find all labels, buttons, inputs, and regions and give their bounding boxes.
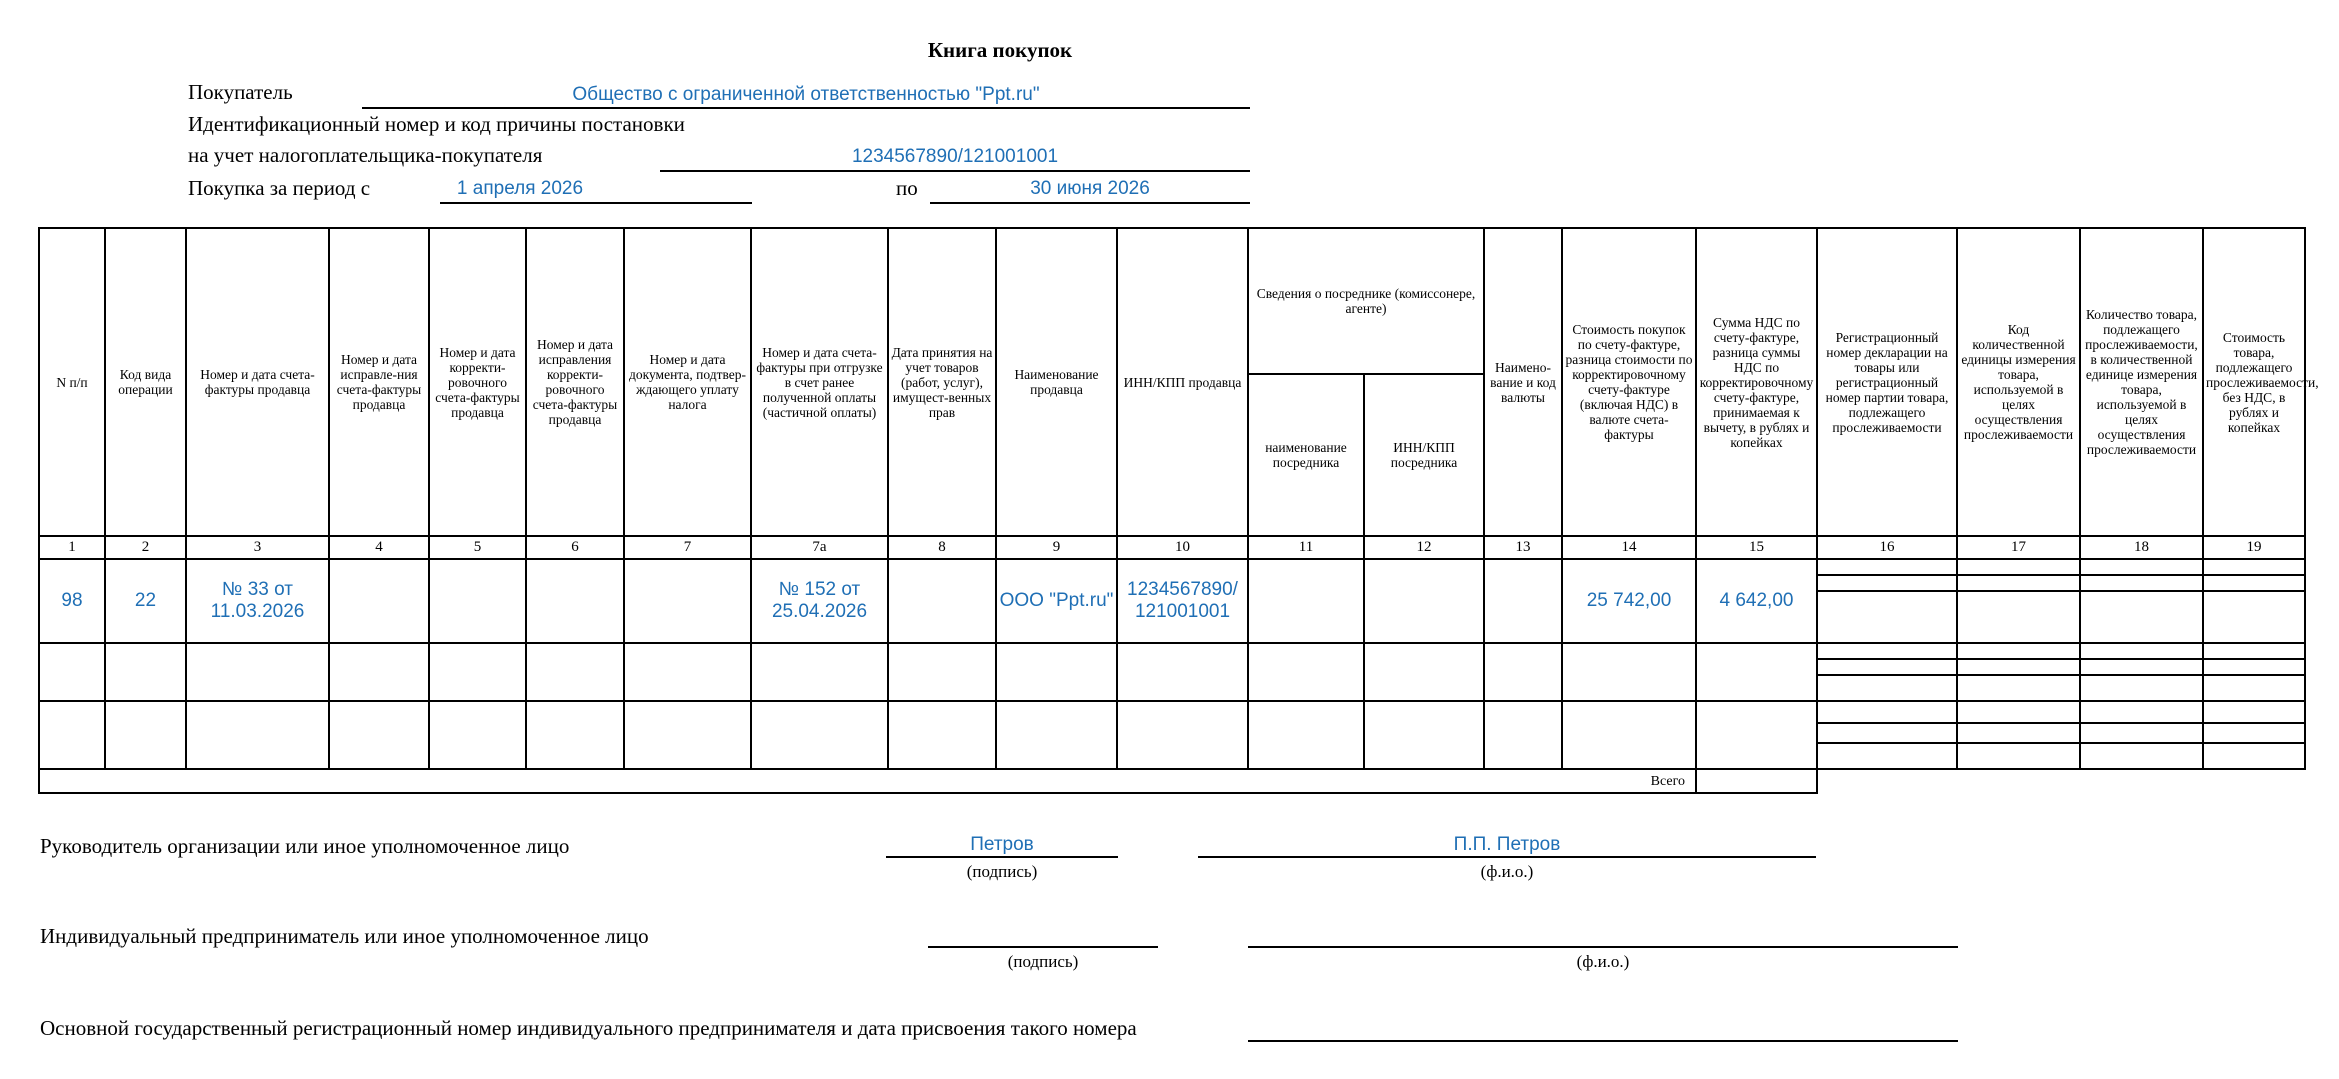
row1-seller-inn: 1234567890/ 121001001 (1117, 559, 1248, 643)
row2-trace-cell (2080, 643, 2203, 701)
header-col-2: Код вида операции (105, 228, 186, 536)
row1-seller-name: ООО "Ppt.ru" (996, 559, 1117, 643)
row1-cell (1248, 559, 1364, 643)
header-col-12: ИНН/КПП посредника (1364, 374, 1484, 536)
col-number: 6 (526, 536, 624, 559)
row1-cell (526, 559, 624, 643)
header-col-5: Номер и дата корректи-ровочного счета-фактуры продавца (429, 228, 526, 536)
col-number: 4 (329, 536, 429, 559)
period-from-line (440, 202, 752, 204)
row1-operation-code: 22 (105, 559, 186, 643)
buyer-value: Общество с ограниченной ответственностью "Ppt.ru" (572, 84, 1040, 105)
inn-label-2: на учет налогоплательщика-покупателя (188, 143, 543, 167)
row1-prepayment-invoice: № 152 от 25.04.2026 (751, 559, 888, 643)
header-col-8: Дата принятия на учет товаров (работ, услуг), имущест-венных прав (888, 228, 996, 536)
col-number: 15 (1696, 536, 1817, 559)
ip-label: Индивидуальный предприниматель или иное уполномоченное лицо (40, 924, 649, 948)
col-number: 7а (751, 536, 888, 559)
header-col-6: Номер и дата исправления корректи-ровочного счета-фактуры продавца (526, 228, 624, 536)
col-number: 11 (1248, 536, 1364, 559)
row3-trace-cell (2203, 701, 2305, 769)
row1-cell (329, 559, 429, 643)
ip-name-caption: (ф.и.о.) (1576, 952, 1630, 971)
purchase-book-table (38, 227, 2319, 794)
ip-sign-caption: (подпись) (1007, 952, 1079, 971)
col-number: 9 (996, 536, 1117, 559)
ip-sign-line (928, 946, 1158, 948)
head-name-value: П.П. Петров (1453, 834, 1561, 855)
header-col-15: Сумма НДС по счету-фактуре, разница суммы НДС по корректировочному счету-фактуре, принимаемая к вычету, в рублях и копейках (1696, 228, 1817, 536)
header-col-13: Наимено-вание и код валюты (1484, 228, 1562, 536)
col-number: 18 (2080, 536, 2203, 559)
buyer-label: Покупатель (188, 80, 293, 104)
col-number: 8 (888, 536, 996, 559)
total-vat-cell (1696, 769, 1817, 793)
col-number: 17 (1957, 536, 2080, 559)
row1-trace-cell (1957, 559, 2080, 643)
col-number: 19 (2203, 536, 2305, 559)
col-number: 13 (1484, 536, 1562, 559)
col-number: 7 (624, 536, 751, 559)
header-intermediary: Сведения о посреднике (комиссонере, агенте) (1248, 228, 1484, 374)
header-col-18: Количество товара, подлежащего прослеживаемости, в количественной единице измерения товара, используемой в целях осуществления прослеживаемости (2080, 228, 2203, 536)
row3-trace-cell (1817, 701, 1957, 769)
col-number: 10 (1117, 536, 1248, 559)
period-from-value: 1 апреля 2026 (456, 178, 584, 199)
buyer-line (362, 107, 1250, 109)
col-number: 3 (186, 536, 329, 559)
col-number: 12 (1364, 536, 1484, 559)
head-sign-caption: (подпись) (966, 862, 1038, 881)
header-col-16: Регистрационный номер декларации на товары или регистрационный номер партии товара, подлежащего прослеживаемости (1817, 228, 1957, 536)
row1-trace-cell (2080, 559, 2203, 643)
row1-trace-cell (2203, 559, 2305, 643)
row2-trace-cell (1957, 643, 2080, 701)
ogrn-line (1248, 1040, 1958, 1042)
row1-invoice: № 33 от 11.03.2026 (186, 559, 329, 643)
header-col-4: Номер и дата исправле-ния счета-фактуры продавца (329, 228, 429, 536)
row1-cost: 25 742,00 (1562, 559, 1696, 643)
inn-value: 1234567890/121001001 (851, 146, 1059, 167)
header-col-11: наименование посредника (1248, 374, 1364, 536)
page-title: Книга покупок (927, 38, 1073, 62)
col-number: 2 (105, 536, 186, 559)
row2-trace-cell (2203, 643, 2305, 701)
row1-cell (888, 559, 996, 643)
header-col-14: Стоимость покупок по счету-фактуре, разница стоимости по корректировочному счету-фактуре (включая НДС) в валюте счета-фактуры (1562, 228, 1696, 536)
row1-cell (429, 559, 526, 643)
col-number: 1 (39, 536, 105, 559)
head-name-line (1198, 856, 1816, 858)
header-col-17: Код количественной единицы измерения товара, используемой в целях осуществления прослеживаемости (1957, 228, 2080, 536)
period-from-label: Покупка за период с (188, 176, 371, 200)
header-col-10: ИНН/КПП продавца (1117, 228, 1248, 536)
row1-cell (624, 559, 751, 643)
header-col-3: Номер и дата счета-фактуры продавца (186, 228, 329, 536)
row1-vat: 4 642,00 (1696, 559, 1817, 643)
header-col-7a: Номер и дата счета-фактуры при отгрузке в счет ранее полученной оплаты (частичной оплаты) (751, 228, 888, 536)
col-number: 16 (1817, 536, 1957, 559)
row1-trace-cell (1817, 559, 1957, 643)
header-col-1: N п/п (39, 228, 105, 536)
row1-cell (1364, 559, 1484, 643)
inn-label-1: Идентификационный номер и код причины постановки (188, 112, 685, 136)
header-col-9: Наименование продавца (996, 228, 1117, 536)
ip-name-line (1248, 946, 1958, 948)
row1-cell (1484, 559, 1562, 643)
head-name-caption: (ф.и.о.) (1480, 862, 1534, 881)
inn-line (660, 170, 1250, 172)
header-col-7: Номер и дата документа, подтвер-ждающего уплату налога (624, 228, 751, 536)
row1-number: 98 (39, 559, 105, 643)
ogrn-label: Основной государственный регистрационный номер индивидуального предпринимателя и дата присвоения такого номера (40, 1016, 1137, 1040)
row3-trace-cell (2080, 701, 2203, 769)
row2-trace-cell (1817, 643, 1957, 701)
head-sign-value: Петров (970, 834, 1034, 855)
period-to-label: по (896, 176, 918, 200)
row3-trace-cell (1957, 701, 2080, 769)
period-to-line (930, 202, 1250, 204)
period-to-value: 30 июня 2026 (1030, 178, 1150, 199)
total-label: Всего (39, 769, 1696, 793)
head-label: Руководитель организации или иное уполномоченное лицо (40, 834, 570, 858)
head-sign-line (886, 856, 1118, 858)
col-number: 14 (1562, 536, 1696, 559)
header-col-19: Стоимость товара, подлежащего прослеживаемости, без НДС, в рублях и копейках (2203, 228, 2305, 536)
col-number: 5 (429, 536, 526, 559)
